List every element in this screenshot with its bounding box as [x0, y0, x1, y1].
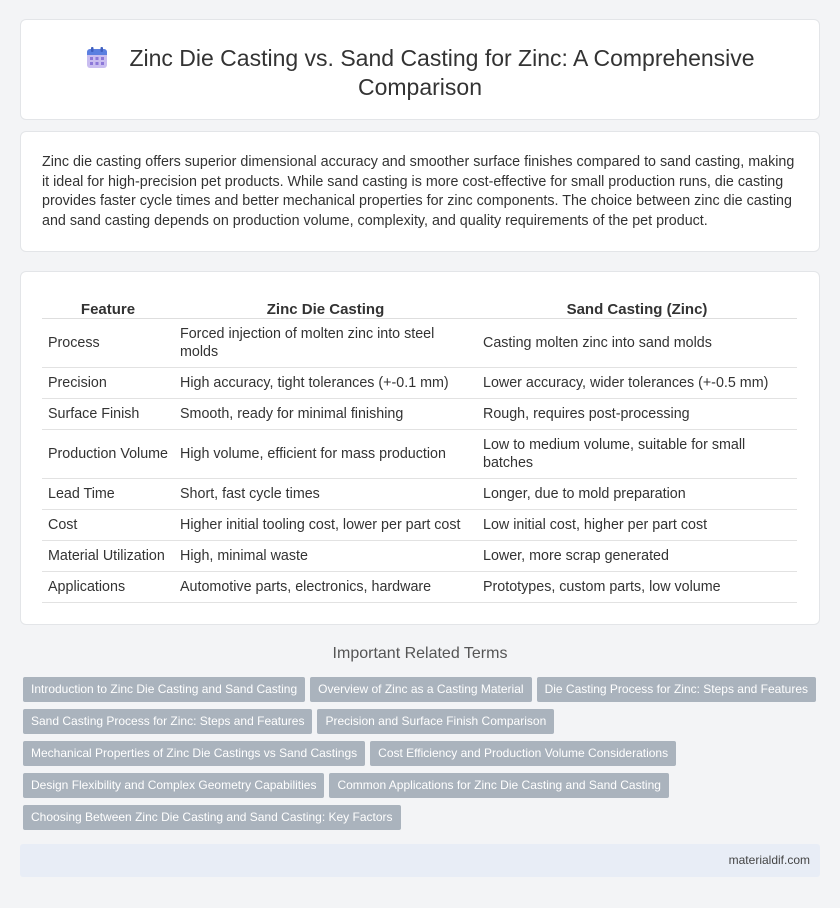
row-feature: Surface Finish	[42, 398, 174, 429]
row-sand-casting: Prototypes, custom parts, low volume	[477, 571, 797, 602]
row-die-casting: Short, fast cycle times	[174, 478, 477, 509]
row-feature: Applications	[42, 571, 174, 602]
footer-bar	[20, 844, 820, 877]
related-term-tag[interactable]: Die Casting Process for Zinc: Steps and Features	[537, 677, 816, 702]
row-sand-casting: Low initial cost, higher per part cost	[477, 509, 797, 540]
row-die-casting: High volume, efficient for mass production	[174, 429, 477, 478]
row-sand-casting: Longer, due to mold preparation	[477, 478, 797, 509]
related-term-tag[interactable]: Mechanical Properties of Zinc Die Castings vs Sand Castings	[23, 741, 365, 766]
table-row	[42, 509, 797, 540]
tag-row	[23, 773, 823, 805]
title-card	[20, 19, 820, 120]
row-sand-casting: Rough, requires post-processing	[477, 398, 797, 429]
page-title: Zinc Die Casting vs. Sand Casting for Zinc: A Comprehensive Comparison	[129, 45, 755, 100]
row-sand-casting: Lower accuracy, wider tolerances (+-0.5 mm)	[477, 367, 797, 398]
table-row	[42, 540, 797, 571]
table-row	[42, 478, 797, 509]
header-sand-casting: Sand Casting (Zinc)	[477, 296, 797, 318]
summary-text: Zinc die casting offers superior dimensional accuracy and smoother surface finishes compared to sand casting, making it ideal for high-precision pet products. While sand casting is more cost-effective for small production runs, die casting provides faster cycle times and better mechanical properties for zinc components. The choice between zinc die casting and sand casting depends on production volume, complexity, and quality requirements of the pet product.	[42, 154, 795, 229]
table-row	[42, 398, 797, 429]
tag-row	[23, 741, 823, 773]
page-title-wrap	[21, 44, 819, 102]
comparison-table-card	[20, 271, 820, 625]
row-sand-casting: Casting molten zinc into sand molds	[477, 318, 797, 367]
row-feature: Production Volume	[42, 429, 174, 478]
header-zinc-die-casting: Zinc Die Casting	[174, 296, 477, 318]
row-feature: Process	[42, 318, 174, 367]
table-row	[42, 429, 797, 478]
table-row	[42, 571, 797, 602]
row-die-casting: Forced injection of molten zinc into steel molds	[174, 318, 477, 367]
row-feature: Material Utilization	[42, 540, 174, 571]
row-feature: Cost	[42, 509, 174, 540]
related-term-tag[interactable]: Common Applications for Zinc Die Casting and Sand Casting	[329, 773, 669, 798]
table-row	[42, 367, 797, 398]
row-die-casting: Smooth, ready for minimal finishing	[174, 398, 477, 429]
related-terms-heading: Important Related Terms	[332, 645, 508, 662]
calendar-icon	[85, 46, 109, 70]
related-term-tag[interactable]: Introduction to Zinc Die Casting and Sand Casting	[23, 677, 305, 702]
related-term-tag[interactable]: Overview of Zinc as a Casting Material	[310, 677, 531, 702]
related-term-tag[interactable]: Sand Casting Process for Zinc: Steps and Features	[23, 709, 312, 734]
footer-site-link[interactable]: materialdif.com	[728, 853, 810, 867]
tag-row	[23, 677, 823, 709]
comparison-table	[42, 296, 797, 603]
row-die-casting: Higher initial tooling cost, lower per part cost	[174, 509, 477, 540]
tag-row	[23, 805, 823, 837]
row-die-casting: High, minimal waste	[174, 540, 477, 571]
summary-card	[20, 131, 820, 252]
row-feature: Precision	[42, 367, 174, 398]
tag-row	[23, 709, 823, 741]
row-feature: Lead Time	[42, 478, 174, 509]
related-term-tag[interactable]: Precision and Surface Finish Comparison	[317, 709, 554, 734]
related-term-tag[interactable]: Choosing Between Zinc Die Casting and Sand Casting: Key Factors	[23, 805, 401, 830]
table-row	[42, 318, 797, 367]
related-terms-tags	[23, 677, 823, 837]
row-sand-casting: Lower, more scrap generated	[477, 540, 797, 571]
related-term-tag[interactable]: Design Flexibility and Complex Geometry Capabilities	[23, 773, 324, 798]
table-header-row	[42, 296, 797, 318]
row-die-casting: High accuracy, tight tolerances (+-0.1 mm)	[174, 367, 477, 398]
row-die-casting: Automotive parts, electronics, hardware	[174, 571, 477, 602]
row-sand-casting: Low to medium volume, suitable for small batches	[477, 429, 797, 478]
header-feature: Feature	[42, 296, 174, 318]
related-term-tag[interactable]: Cost Efficiency and Production Volume Considerations	[370, 741, 676, 766]
